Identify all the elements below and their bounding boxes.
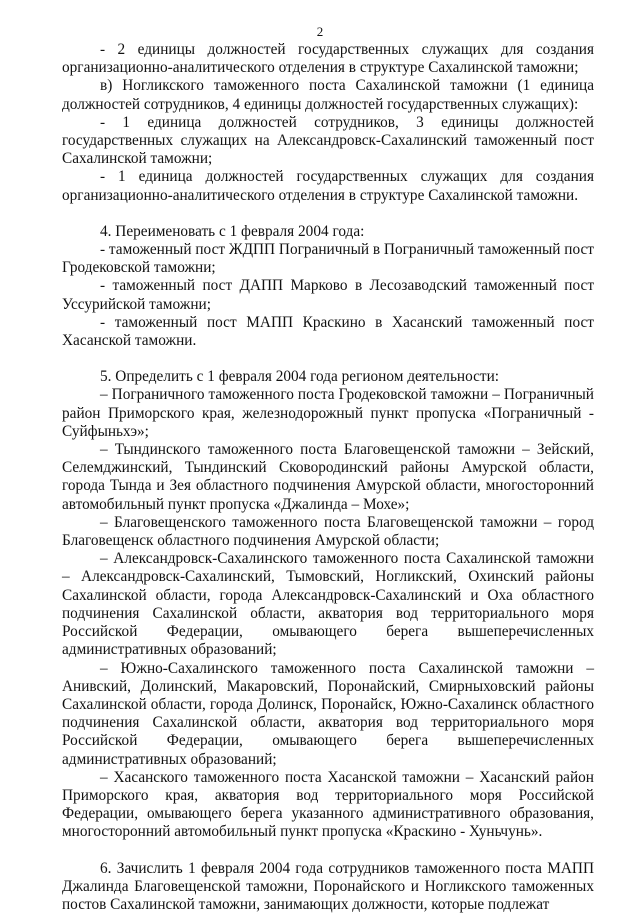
section-4-heading: 4. Переименовать с 1 февраля 2004 года: xyxy=(100,222,365,240)
list-item-dash: – Александровск-Сахалинского таможенного поста Сахалинской таможни – Александровск-Сахалинский, Тымовский, Ногликский, Охинский районы Сахалинской области, города Александровск-Сахалинский и Оха областного подчинения Сахалинской области, акватория вод территориального моря Российской Федерации, омывающего берега вышеперечисленных административных образований; xyxy=(62,550,594,659)
page-number: 2 xyxy=(316,24,324,39)
subsection-v-noglikski: в) Ногликского таможенного поста Сахалинской таможни (1 единица должностей сотрудников, 4 единицы должностей государственных служащих): xyxy=(62,77,594,113)
section-6-paragraph: 6. Зачислить 1 февраля 2004 года сотрудников таможенного поста МАПП Джалинда Благовещенской таможни, Поронайского и Ногликского таможенных постов Сахалинской таможни, занимающих должности, которые подлежат xyxy=(62,859,594,913)
list-item-dash: - 1 единица должностей сотрудников, 3 единицы должностей государственных служащих на Александровск-Сахалинский таможенный пост Сахалинской таможни; xyxy=(62,113,594,168)
list-item-dash: - 2 единицы должностей государственных служащих для создания организационно-аналитического отделения в структуре Сахалинской таможни; xyxy=(62,41,594,77)
section-5-heading: 5. Определить с 1 февраля 2004 года регионом деятельности: xyxy=(100,368,500,386)
list-item-dash: – Благовещенского таможенного поста Благовещенской таможни – город Благовещенск областного подчинения Амурской области; xyxy=(62,513,594,550)
list-item-dash: – Хасанского таможенного поста Хасанской таможни – Хасанский район Приморского края, акватория вод территориального моря Российской Федерации, омывающего берега указанного административного образования, многосторонний автомобильный пункт пропуска «Краскино - Хуньчунь». xyxy=(62,768,594,841)
list-item-dash: – Южно-Сахалинского таможенного поста Сахалинской таможни – Анивский, Долинский, Макаровский, Поронайский, Смирныховский районы Сахалинской области, города Долинск, Поронайск, Южно-Сахалинск областного подчинения Сахалинской области, акватория вод территориального моря Российской Федерации, омывающего берега вышеперечисленных административных образований; xyxy=(62,659,594,768)
document-body xyxy=(62,41,594,914)
list-item-dash: - таможенный пост ЖДПП Пограничный в Пограничный таможенный пост Гродековской таможни; xyxy=(62,241,594,277)
list-item-dash: - 1 единица должностей государственных служащих для создания организационно-аналитического отделения в структуре Сахалинской таможни. xyxy=(62,168,594,204)
list-item-dash: - таможенный пост МАПП Краскино в Хасанский таможенный пост Хасанской таможни. xyxy=(62,313,594,350)
list-item-dash: – Тындинского таможенного поста Благовещенской таможни – Зейский, Селемджинский, Тындинский Сковородинский районы Амурской области, города Тында и Зея областного подчинения Амурской области, многосторонний автомобильный пункт пропуска «Джалинда – Мохе»; xyxy=(62,441,594,513)
list-item-dash: – Пограничного таможенного поста Гродековской таможни – Пограничный район Приморского края, железнодорожный пункт пропуска «Пограничный - Суйфыньхэ»; xyxy=(62,386,594,440)
list-item-dash: - таможенный пост ДАПП Марково в Лесозаводский таможенный пост Уссурийской таможни; xyxy=(62,277,594,313)
